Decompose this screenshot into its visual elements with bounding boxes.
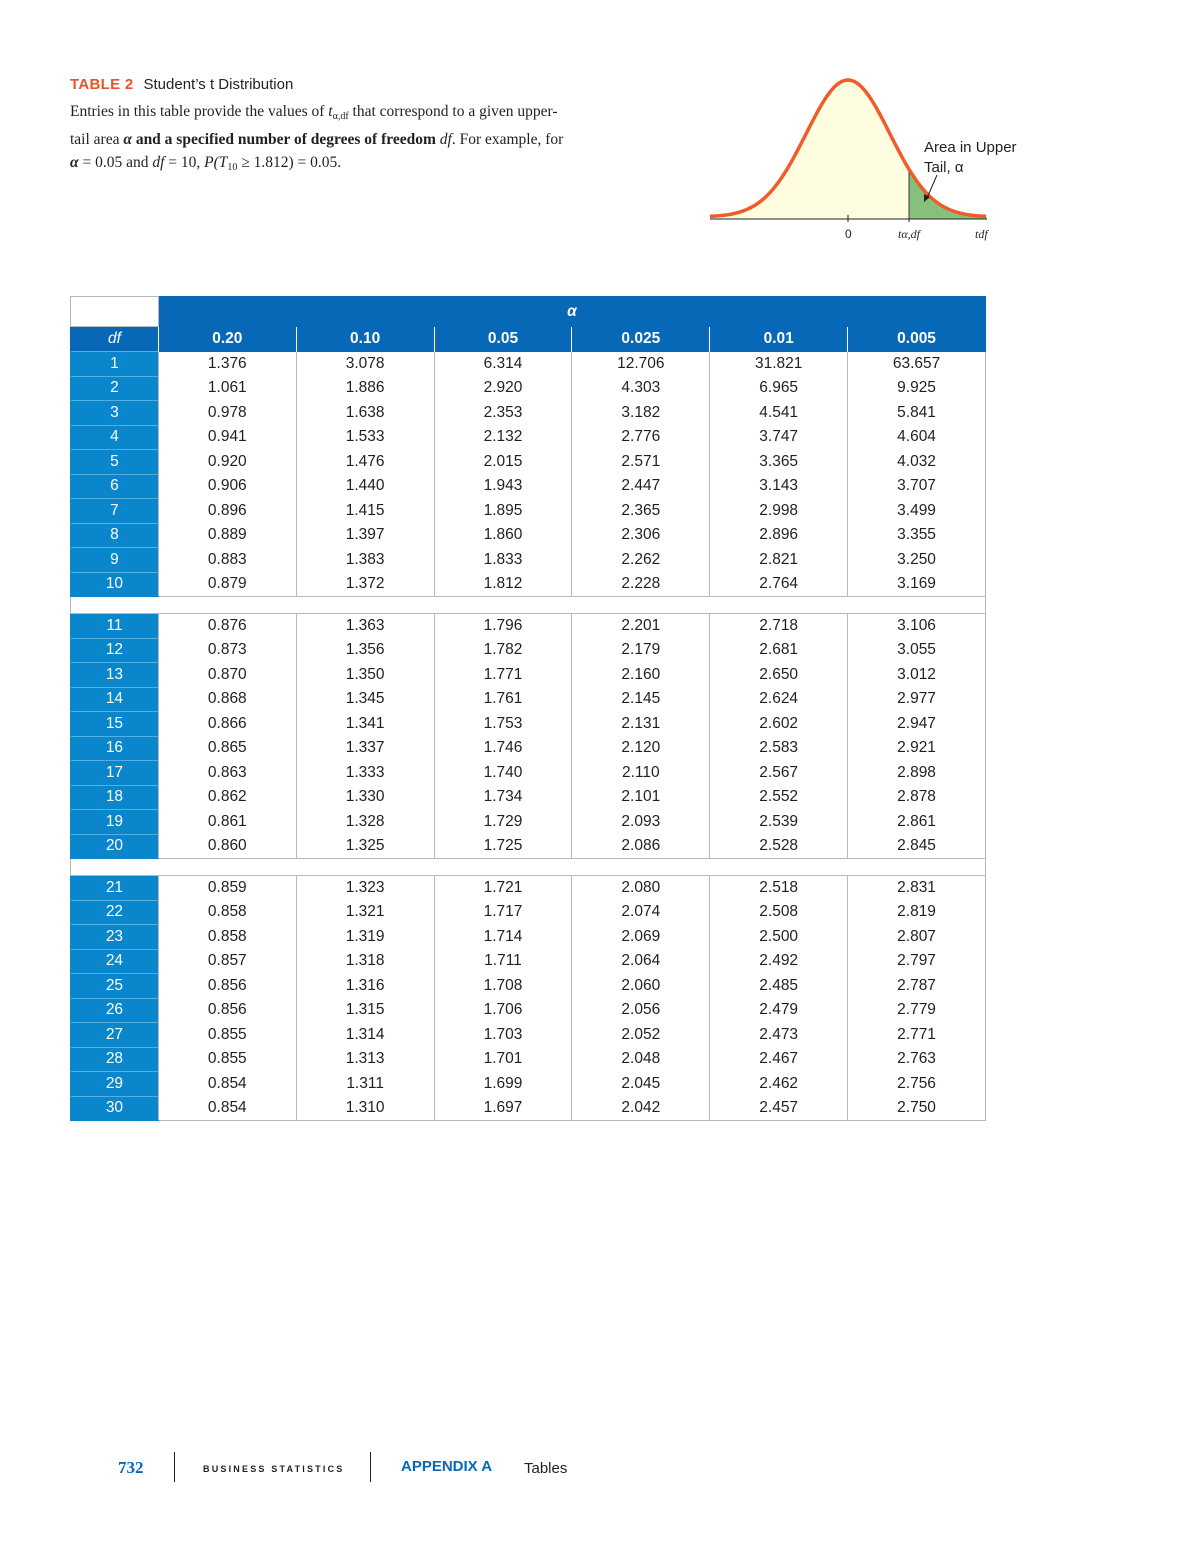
value-cell: 2.763 xyxy=(848,1047,986,1072)
value-cell: 2.462 xyxy=(710,1072,848,1097)
value-cell: 4.303 xyxy=(572,376,710,401)
value-cell: 1.476 xyxy=(296,450,434,475)
value-cell: 63.657 xyxy=(848,352,986,377)
value-cell: 0.858 xyxy=(158,925,296,950)
value-cell: 0.866 xyxy=(158,712,296,737)
df-cell: 6 xyxy=(71,474,159,499)
value-cell: 2.771 xyxy=(848,1023,986,1048)
value-cell: 0.854 xyxy=(158,1096,296,1121)
value-cell: 1.325 xyxy=(296,834,434,859)
value-cell: 2.797 xyxy=(848,949,986,974)
value-cell: 1.061 xyxy=(158,376,296,401)
df-cell: 20 xyxy=(71,834,159,859)
value-cell: 0.889 xyxy=(158,523,296,548)
value-cell: 2.947 xyxy=(848,712,986,737)
caption-text: tail area xyxy=(70,131,124,148)
value-cell: 3.078 xyxy=(296,352,434,377)
df-cell: 5 xyxy=(71,450,159,475)
value-cell: 9.925 xyxy=(848,376,986,401)
table-row xyxy=(71,876,986,901)
value-cell: 3.707 xyxy=(848,474,986,499)
value-cell: 0.859 xyxy=(158,876,296,901)
value-cell: 12.706 xyxy=(572,352,710,377)
value-cell: 2.365 xyxy=(572,499,710,524)
table-row xyxy=(71,1072,986,1097)
value-cell: 2.819 xyxy=(848,900,986,925)
table-row xyxy=(71,352,986,377)
column-header: 0.005 xyxy=(848,327,986,352)
caption-description xyxy=(70,100,640,179)
df-cell: 21 xyxy=(71,876,159,901)
value-cell: 2.064 xyxy=(572,949,710,974)
df-cell: 14 xyxy=(71,687,159,712)
value-cell: 0.856 xyxy=(158,974,296,999)
value-cell: 1.330 xyxy=(296,785,434,810)
value-cell: 3.055 xyxy=(848,638,986,663)
value-cell: 1.697 xyxy=(434,1096,572,1121)
value-cell: 3.169 xyxy=(848,572,986,597)
value-cell: 0.883 xyxy=(158,548,296,573)
value-cell: 1.316 xyxy=(296,974,434,999)
value-cell: 1.886 xyxy=(296,376,434,401)
df-cell: 18 xyxy=(71,785,159,810)
value-cell: 2.262 xyxy=(572,548,710,573)
alpha-header: α xyxy=(158,297,985,327)
caption-text: = 0.05 and xyxy=(78,154,153,171)
df-cell: 28 xyxy=(71,1047,159,1072)
value-cell: 1.415 xyxy=(296,499,434,524)
label-t-alpha-df: tα,df xyxy=(898,227,920,241)
value-cell: 1.943 xyxy=(434,474,572,499)
df-cell: 24 xyxy=(71,949,159,974)
value-cell: 2.861 xyxy=(848,810,986,835)
df-cell: 15 xyxy=(71,712,159,737)
value-cell: 1.699 xyxy=(434,1072,572,1097)
df-cell: 29 xyxy=(71,1072,159,1097)
column-header: 0.01 xyxy=(710,327,848,352)
table-row xyxy=(71,810,986,835)
value-cell: 1.345 xyxy=(296,687,434,712)
value-cell: 1.315 xyxy=(296,998,434,1023)
value-cell: 2.878 xyxy=(848,785,986,810)
value-cell: 2.764 xyxy=(710,572,848,597)
value-cell: 2.306 xyxy=(572,523,710,548)
table-row xyxy=(71,523,986,548)
caption-text: that correspond to a given upper- xyxy=(348,103,558,120)
value-cell: 2.571 xyxy=(572,450,710,475)
caption-title xyxy=(70,74,640,96)
value-cell: 2.650 xyxy=(710,663,848,688)
table-row xyxy=(71,1096,986,1121)
value-cell: 2.086 xyxy=(572,834,710,859)
value-cell: 1.708 xyxy=(434,974,572,999)
column-header: 0.05 xyxy=(434,327,572,352)
value-cell: 1.337 xyxy=(296,736,434,761)
value-cell: 6.314 xyxy=(434,352,572,377)
value-cell: 2.787 xyxy=(848,974,986,999)
value-cell: 3.499 xyxy=(848,499,986,524)
table-row xyxy=(71,499,986,524)
table-row xyxy=(71,638,986,663)
value-cell: 2.093 xyxy=(572,810,710,835)
label-t-df: tdf xyxy=(975,227,988,241)
caption-text-bold: and a specified number of degrees of freedom xyxy=(131,131,440,148)
value-cell: 2.552 xyxy=(710,785,848,810)
value-cell: 0.870 xyxy=(158,663,296,688)
value-cell: 1.714 xyxy=(434,925,572,950)
df-cell: 26 xyxy=(71,998,159,1023)
value-cell: 0.879 xyxy=(158,572,296,597)
corner-cell xyxy=(71,297,159,327)
value-cell: 2.756 xyxy=(848,1072,986,1097)
value-cell: 2.977 xyxy=(848,687,986,712)
table-row xyxy=(71,425,986,450)
value-cell: 2.508 xyxy=(710,900,848,925)
value-cell: 1.328 xyxy=(296,810,434,835)
value-cell: 0.896 xyxy=(158,499,296,524)
table-number: TABLE 2 xyxy=(70,76,134,93)
value-cell: 1.721 xyxy=(434,876,572,901)
section-label: Tables xyxy=(524,1460,568,1477)
value-cell: 0.860 xyxy=(158,834,296,859)
value-cell: 1.383 xyxy=(296,548,434,573)
value-cell: 3.106 xyxy=(848,614,986,639)
value-cell: 2.045 xyxy=(572,1072,710,1097)
value-cell: 2.110 xyxy=(572,761,710,786)
appendix-label: APPENDIX A xyxy=(401,1458,493,1475)
value-cell: 0.857 xyxy=(158,949,296,974)
value-cell: 2.160 xyxy=(572,663,710,688)
value-cell: 2.500 xyxy=(710,925,848,950)
alpha-header-row xyxy=(71,297,986,327)
value-cell: 2.750 xyxy=(848,1096,986,1121)
value-cell: 2.485 xyxy=(710,974,848,999)
df-cell: 22 xyxy=(71,900,159,925)
value-cell: 2.602 xyxy=(710,712,848,737)
value-cell: 2.052 xyxy=(572,1023,710,1048)
value-cell: 2.056 xyxy=(572,998,710,1023)
table-row xyxy=(71,1047,986,1072)
value-cell: 1.363 xyxy=(296,614,434,639)
value-cell: 1.321 xyxy=(296,900,434,925)
table-row xyxy=(71,925,986,950)
df-symbol: df xyxy=(152,154,165,171)
value-cell: 4.541 xyxy=(710,401,848,426)
value-cell: 3.143 xyxy=(710,474,848,499)
value-cell: 1.318 xyxy=(296,949,434,974)
value-cell: 1.372 xyxy=(296,572,434,597)
value-cell: 2.074 xyxy=(572,900,710,925)
df-cell: 9 xyxy=(71,548,159,573)
value-cell: 1.812 xyxy=(434,572,572,597)
value-cell: 3.182 xyxy=(572,401,710,426)
value-cell: 0.941 xyxy=(158,425,296,450)
value-cell: 2.015 xyxy=(434,450,572,475)
table-row xyxy=(71,761,986,786)
value-cell: 1.376 xyxy=(158,352,296,377)
value-cell: 2.681 xyxy=(710,638,848,663)
value-cell: 1.701 xyxy=(434,1047,572,1072)
value-cell: 4.604 xyxy=(848,425,986,450)
df-cell: 30 xyxy=(71,1096,159,1121)
value-cell: 2.845 xyxy=(848,834,986,859)
value-cell: 2.583 xyxy=(710,736,848,761)
value-cell: 0.856 xyxy=(158,998,296,1023)
value-cell: 2.898 xyxy=(848,761,986,786)
value-cell: 2.457 xyxy=(710,1096,848,1121)
value-cell: 1.703 xyxy=(434,1023,572,1048)
value-cell: 0.858 xyxy=(158,900,296,925)
value-cell: 2.807 xyxy=(848,925,986,950)
value-cell: 0.873 xyxy=(158,638,296,663)
value-cell: 2.101 xyxy=(572,785,710,810)
value-cell: 1.319 xyxy=(296,925,434,950)
value-cell: 6.965 xyxy=(710,376,848,401)
value-cell: 1.356 xyxy=(296,638,434,663)
caption-text: Entries in this table provide the values of xyxy=(70,103,329,120)
value-cell: 1.860 xyxy=(434,523,572,548)
table-row xyxy=(71,949,986,974)
caption-text: ≥ 1.812) = 0.05. xyxy=(237,154,342,171)
table-row xyxy=(71,712,986,737)
t-symbol: t xyxy=(328,103,333,120)
value-cell: 5.841 xyxy=(848,401,986,426)
book-title: BUSINESS STATISTICS xyxy=(203,1464,345,1474)
value-cell: 0.920 xyxy=(158,450,296,475)
table-body xyxy=(71,297,986,1121)
df-header: df xyxy=(71,327,159,352)
table-row xyxy=(71,998,986,1023)
value-cell: 1.311 xyxy=(296,1072,434,1097)
value-cell: 2.080 xyxy=(572,876,710,901)
value-cell: 2.131 xyxy=(572,712,710,737)
value-cell: 1.761 xyxy=(434,687,572,712)
footer-divider xyxy=(174,1452,175,1482)
value-cell: 2.179 xyxy=(572,638,710,663)
df-cell: 1 xyxy=(71,352,159,377)
value-cell: 2.920 xyxy=(434,376,572,401)
value-cell: 4.032 xyxy=(848,450,986,475)
value-cell: 2.567 xyxy=(710,761,848,786)
value-cell: 2.467 xyxy=(710,1047,848,1072)
value-cell: 1.440 xyxy=(296,474,434,499)
value-cell: 2.145 xyxy=(572,687,710,712)
df-cell: 3 xyxy=(71,401,159,426)
value-cell: 2.228 xyxy=(572,572,710,597)
value-cell: 2.779 xyxy=(848,998,986,1023)
value-cell: 1.333 xyxy=(296,761,434,786)
table-row xyxy=(71,1023,986,1048)
table-row xyxy=(71,785,986,810)
value-cell: 0.978 xyxy=(158,401,296,426)
label-zero: 0 xyxy=(845,227,852,241)
value-cell: 0.865 xyxy=(158,736,296,761)
value-cell: 2.821 xyxy=(710,548,848,573)
value-cell: 2.896 xyxy=(710,523,848,548)
table-row xyxy=(71,548,986,573)
value-cell: 0.876 xyxy=(158,614,296,639)
value-cell: 1.725 xyxy=(434,834,572,859)
value-cell: 1.734 xyxy=(434,785,572,810)
column-header: 0.025 xyxy=(572,327,710,352)
value-cell: 1.313 xyxy=(296,1047,434,1072)
value-cell: 31.821 xyxy=(710,352,848,377)
table-row xyxy=(71,614,986,639)
value-cell: 2.048 xyxy=(572,1047,710,1072)
value-cell: 2.132 xyxy=(434,425,572,450)
value-cell: 0.863 xyxy=(158,761,296,786)
table-row xyxy=(71,663,986,688)
separator-cell xyxy=(71,859,986,876)
page-number: 732 xyxy=(118,1458,144,1477)
value-cell: 0.855 xyxy=(158,1023,296,1048)
value-cell: 2.539 xyxy=(710,810,848,835)
value-cell: 0.862 xyxy=(158,785,296,810)
value-cell: 1.796 xyxy=(434,614,572,639)
value-cell: 1.729 xyxy=(434,810,572,835)
group-separator xyxy=(71,597,986,614)
group-separator xyxy=(71,859,986,876)
df-cell: 25 xyxy=(71,974,159,999)
value-cell: 3.355 xyxy=(848,523,986,548)
column-header: 0.20 xyxy=(158,327,296,352)
df-cell: 17 xyxy=(71,761,159,786)
p-subscript: 10 xyxy=(227,162,238,173)
upper-tail-area xyxy=(909,169,987,219)
column-header-row xyxy=(71,327,986,352)
value-cell: 0.855 xyxy=(158,1047,296,1072)
caption-text: . For example, for xyxy=(451,131,564,148)
value-cell: 1.771 xyxy=(434,663,572,688)
value-cell: 2.120 xyxy=(572,736,710,761)
table-row xyxy=(71,974,986,999)
value-cell: 0.861 xyxy=(158,810,296,835)
column-header: 0.10 xyxy=(296,327,434,352)
value-cell: 3.012 xyxy=(848,663,986,688)
value-cell: 2.776 xyxy=(572,425,710,450)
value-cell: 1.833 xyxy=(434,548,572,573)
table-row xyxy=(71,450,986,475)
value-cell: 2.060 xyxy=(572,974,710,999)
value-cell: 1.310 xyxy=(296,1096,434,1121)
value-cell: 2.718 xyxy=(710,614,848,639)
value-cell: 1.711 xyxy=(434,949,572,974)
value-cell: 1.717 xyxy=(434,900,572,925)
table-row xyxy=(71,834,986,859)
df-cell: 2 xyxy=(71,376,159,401)
value-cell: 2.921 xyxy=(848,736,986,761)
separator-cell xyxy=(71,597,986,614)
df-cell: 10 xyxy=(71,572,159,597)
table-row xyxy=(71,401,986,426)
value-cell: 1.895 xyxy=(434,499,572,524)
value-cell: 1.533 xyxy=(296,425,434,450)
value-cell: 1.341 xyxy=(296,712,434,737)
probability-expression: P(T xyxy=(204,154,228,171)
value-cell: 1.397 xyxy=(296,523,434,548)
df-cell: 12 xyxy=(71,638,159,663)
df-cell: 23 xyxy=(71,925,159,950)
value-cell: 2.518 xyxy=(710,876,848,901)
value-cell: 1.314 xyxy=(296,1023,434,1048)
table-row xyxy=(71,736,986,761)
df-cell: 11 xyxy=(71,614,159,639)
value-cell: 1.753 xyxy=(434,712,572,737)
footer-divider xyxy=(370,1452,371,1482)
value-cell: 3.747 xyxy=(710,425,848,450)
df-cell: 7 xyxy=(71,499,159,524)
value-cell: 2.528 xyxy=(710,834,848,859)
value-cell: 0.854 xyxy=(158,1072,296,1097)
table-row xyxy=(71,474,986,499)
alpha-symbol: α xyxy=(70,154,79,171)
value-cell: 1.782 xyxy=(434,638,572,663)
t-distribution-figure xyxy=(705,70,1050,250)
value-cell: 2.447 xyxy=(572,474,710,499)
df-cell: 19 xyxy=(71,810,159,835)
df-symbol: df xyxy=(439,131,452,148)
t-distribution-table xyxy=(70,296,986,1121)
value-cell: 1.746 xyxy=(434,736,572,761)
page-footer xyxy=(118,1452,818,1482)
value-cell: 1.706 xyxy=(434,998,572,1023)
value-cell: 1.323 xyxy=(296,876,434,901)
annotation-arrow xyxy=(927,175,937,198)
table-row xyxy=(71,572,986,597)
value-cell: 2.492 xyxy=(710,949,848,974)
table-row xyxy=(71,900,986,925)
value-cell: 1.638 xyxy=(296,401,434,426)
value-cell: 3.365 xyxy=(710,450,848,475)
value-cell: 2.042 xyxy=(572,1096,710,1121)
value-cell: 0.906 xyxy=(158,474,296,499)
value-cell: 2.353 xyxy=(434,401,572,426)
annotation-line1: Area in Upper xyxy=(924,139,1017,156)
df-cell: 13 xyxy=(71,663,159,688)
value-cell: 2.201 xyxy=(572,614,710,639)
value-cell: 2.069 xyxy=(572,925,710,950)
value-cell: 2.624 xyxy=(710,687,848,712)
table-row xyxy=(71,376,986,401)
df-cell: 27 xyxy=(71,1023,159,1048)
value-cell: 1.740 xyxy=(434,761,572,786)
df-cell: 4 xyxy=(71,425,159,450)
alpha-symbol: α xyxy=(123,131,132,148)
value-cell: 2.831 xyxy=(848,876,986,901)
value-cell: 2.998 xyxy=(710,499,848,524)
df-cell: 16 xyxy=(71,736,159,761)
value-cell: 2.473 xyxy=(710,1023,848,1048)
table-name: Student’s t Distribution xyxy=(143,76,294,93)
table-caption xyxy=(70,74,640,179)
t-subscript: α,df xyxy=(332,111,349,122)
value-cell: 0.868 xyxy=(158,687,296,712)
value-cell: 1.350 xyxy=(296,663,434,688)
table-row xyxy=(71,687,986,712)
caption-text: = 10, xyxy=(164,154,205,171)
value-cell: 3.250 xyxy=(848,548,986,573)
annotation-line2: Tail, α xyxy=(924,159,964,176)
df-cell: 8 xyxy=(71,523,159,548)
value-cell: 2.479 xyxy=(710,998,848,1023)
